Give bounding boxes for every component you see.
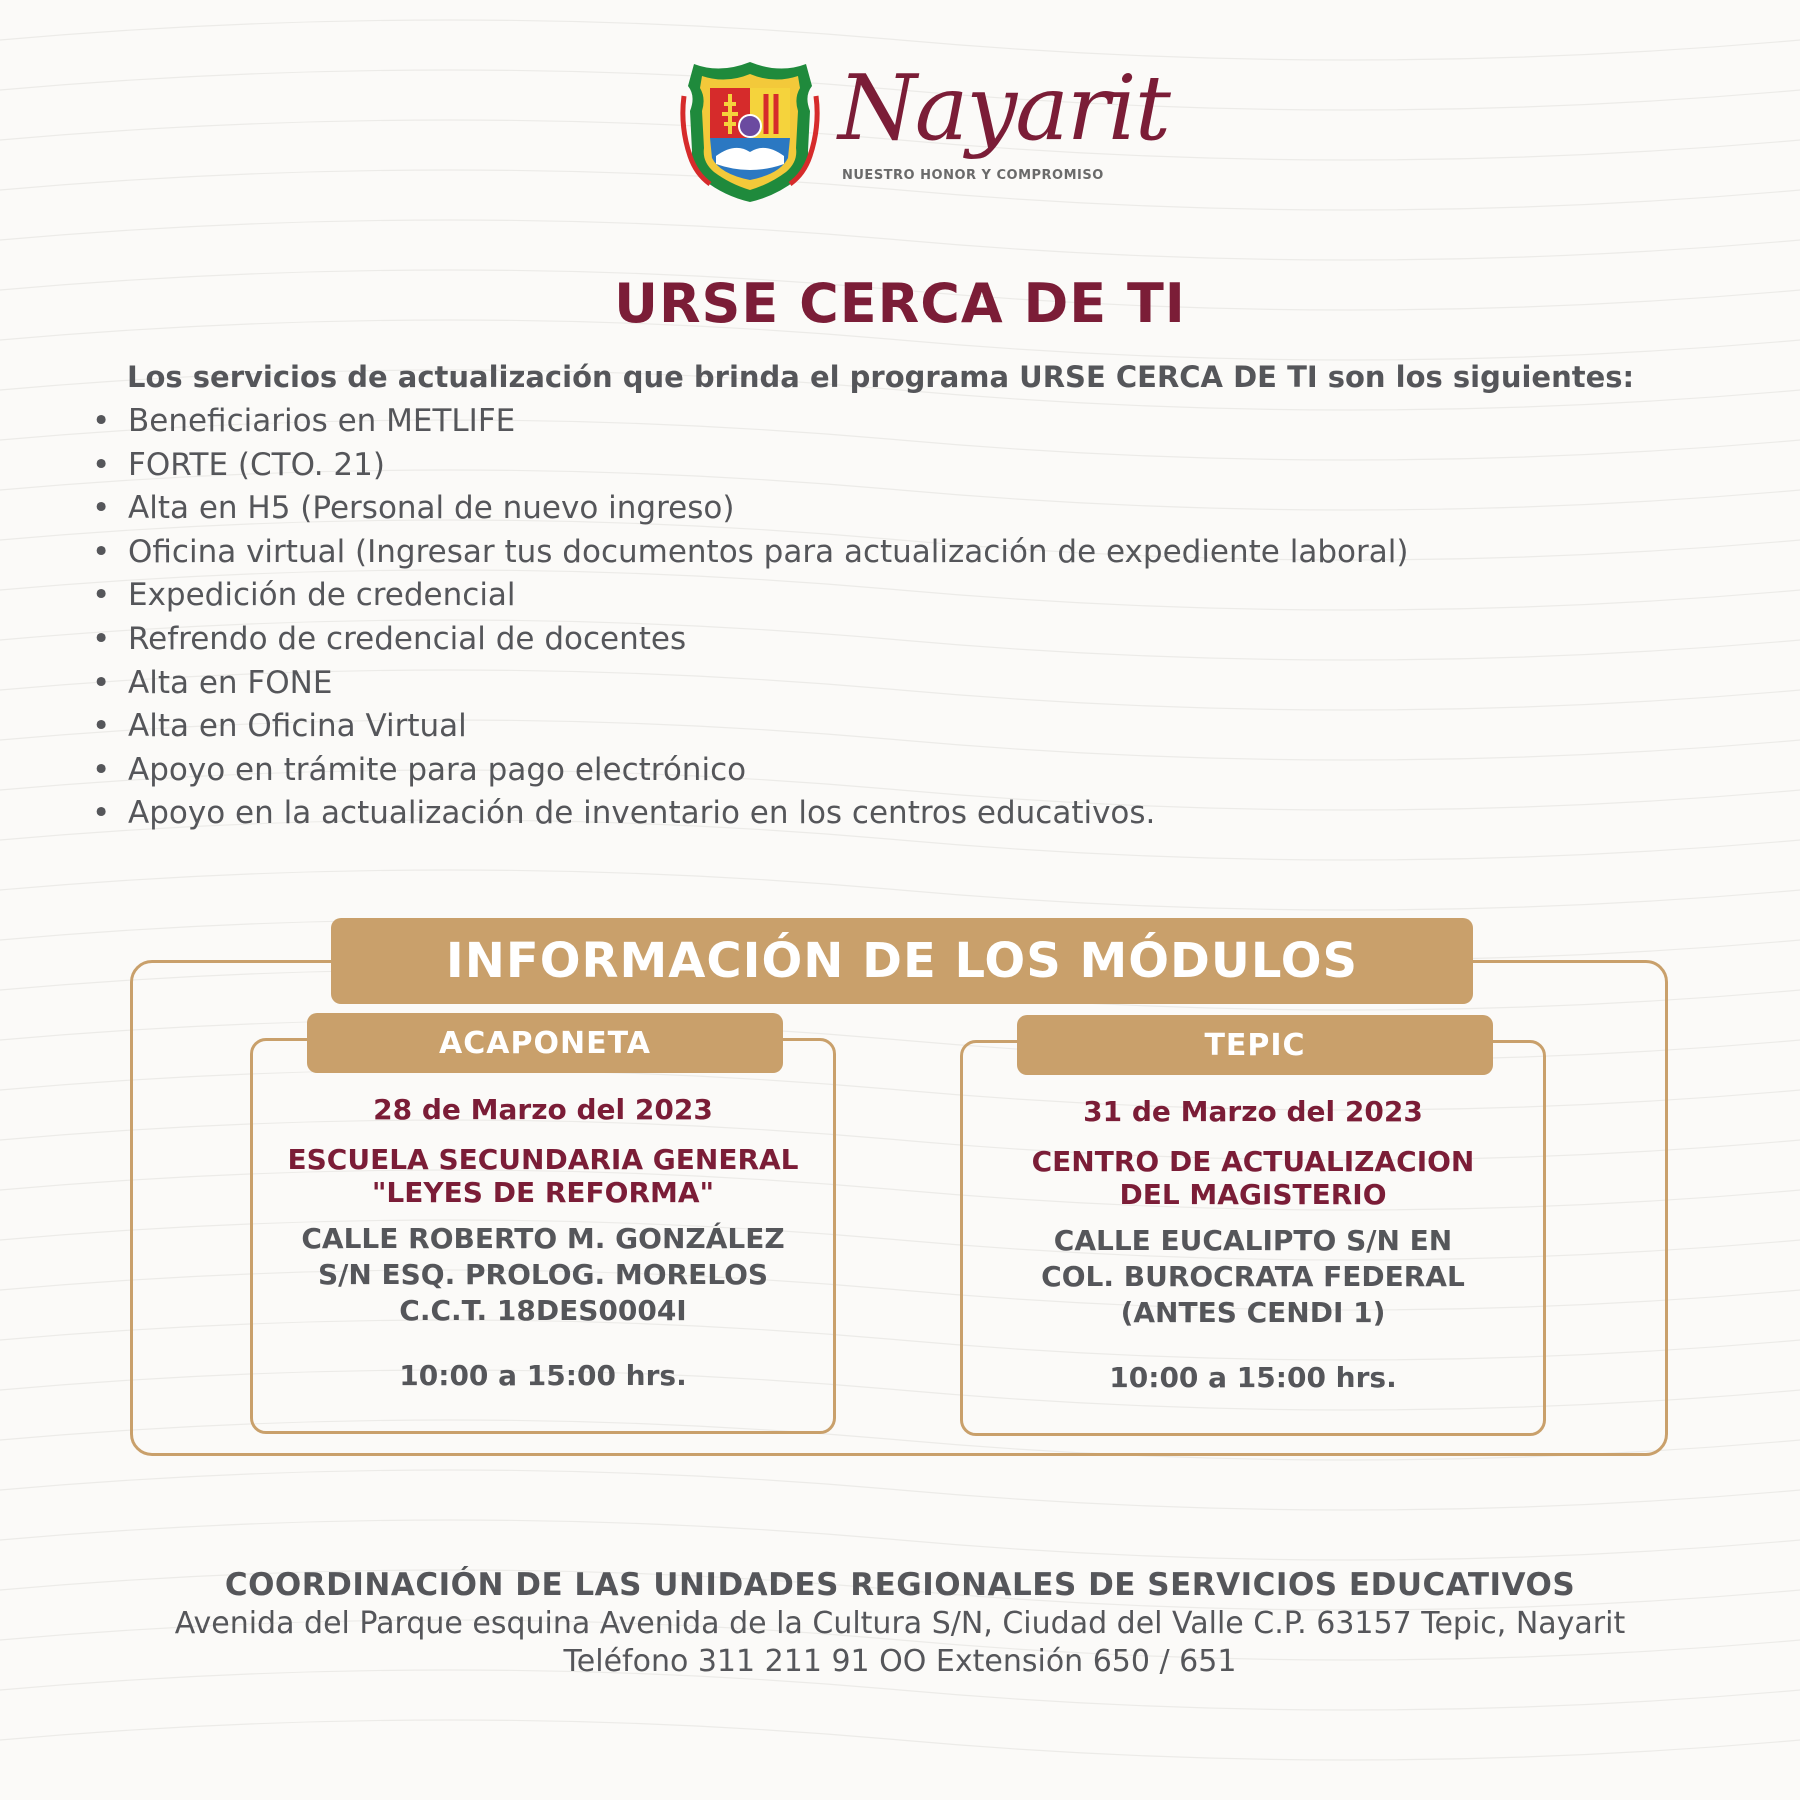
brand-name: Nayarit bbox=[838, 56, 1169, 161]
module-hours: 10:00 a 15:00 hrs. bbox=[399, 1359, 687, 1392]
bullet-icon: • bbox=[92, 795, 111, 832]
state-crest-icon bbox=[680, 56, 820, 206]
address-line: COL. BUROCRATA FEDERAL bbox=[1041, 1260, 1465, 1293]
bullet-icon: • bbox=[92, 577, 111, 614]
services-list bbox=[92, 400, 1408, 836]
footer-organization: COORDINACIÓN DE LAS UNIDADES REGIONALES DE SERVICIOS EDUCATIVOS bbox=[224, 1567, 1576, 1603]
list-item bbox=[92, 531, 1408, 575]
module-address bbox=[963, 1223, 1543, 1331]
module-hours: 10:00 a 15:00 hrs. bbox=[1109, 1361, 1397, 1394]
brand-tagline: NUESTRO HONOR Y COMPROMISO bbox=[842, 168, 1104, 183]
venue-line: DEL MAGISTERIO bbox=[1119, 1178, 1387, 1211]
service-label: Alta en H5 (Personal de nuevo ingreso) bbox=[128, 490, 735, 527]
address-line: (ANTES CENDI 1) bbox=[1120, 1296, 1386, 1329]
bullet-icon: • bbox=[92, 403, 111, 439]
service-label: Oficina virtual (Ingresar tus documentos para actualización de expediente laboral) bbox=[128, 533, 1409, 570]
bullet-icon: • bbox=[92, 708, 111, 745]
footer-phone: Teléfono 311 211 91 OO Extensión 650 / 651 bbox=[563, 1644, 1237, 1679]
list-item bbox=[92, 618, 1408, 662]
module-date: 31 de Marzo del 2023 bbox=[1083, 1095, 1423, 1128]
venue-line: "LEYES DE REFORMA" bbox=[371, 1176, 715, 1209]
list-item bbox=[92, 574, 1408, 618]
module-location-tepic: TEPIC bbox=[1017, 1015, 1493, 1075]
address-line: S/N ESQ. PROLOG. MORELOS bbox=[317, 1258, 769, 1291]
page-title: URSE CERCA DE TI bbox=[614, 272, 1186, 335]
module-address bbox=[253, 1221, 833, 1329]
service-label: Beneficiarios en METLIFE bbox=[128, 403, 516, 439]
list-item bbox=[92, 444, 1408, 488]
service-label: Apoyo en la actualización de inventario en los centros educativos. bbox=[128, 795, 1156, 832]
list-item bbox=[92, 749, 1408, 793]
venue-line: CENTRO DE ACTUALIZACION bbox=[1031, 1145, 1475, 1178]
module-venue bbox=[253, 1143, 833, 1209]
list-item bbox=[92, 792, 1408, 836]
module-date: 28 de Marzo del 2023 bbox=[373, 1093, 713, 1126]
module-card-acaponeta bbox=[250, 1038, 836, 1434]
address-line: CALLE ROBERTO M. GONZÁLEZ bbox=[301, 1222, 785, 1255]
intro-text: Los servicios de actualización que brinda el programa URSE CERCA DE TI son los siguientes: bbox=[127, 360, 1635, 394]
list-item bbox=[92, 705, 1408, 749]
venue-line: ESCUELA SECUNDARIA GENERAL bbox=[287, 1143, 799, 1176]
bullet-icon: • bbox=[92, 446, 111, 483]
service-label: Apoyo en trámite para pago electrónico bbox=[128, 751, 747, 788]
bullet-icon: • bbox=[92, 490, 111, 527]
bullet-icon: • bbox=[92, 533, 111, 570]
module-venue bbox=[963, 1145, 1543, 1211]
list-item bbox=[92, 400, 1408, 444]
bullet-icon: • bbox=[92, 664, 111, 701]
bullet-icon: • bbox=[92, 751, 111, 788]
bullet-icon: • bbox=[92, 620, 111, 657]
modules-heading: INFORMACIÓN DE LOS MÓDULOS bbox=[331, 918, 1473, 1004]
service-label: Alta en FONE bbox=[128, 664, 333, 701]
service-label: FORTE (CTO. 21) bbox=[128, 446, 385, 483]
list-item bbox=[92, 662, 1408, 706]
service-label: Refrendo de credencial de docentes bbox=[128, 620, 687, 657]
module-card-tepic bbox=[960, 1040, 1546, 1436]
service-label: Alta en Oficina Virtual bbox=[128, 708, 467, 745]
service-label: Expedición de credencial bbox=[128, 577, 516, 614]
list-item bbox=[92, 487, 1408, 531]
module-location-acaponeta: ACAPONETA bbox=[307, 1013, 783, 1073]
address-line: C.C.T. 18DES0004I bbox=[399, 1294, 687, 1327]
address-line: CALLE EUCALIPTO S/N EN bbox=[1053, 1224, 1453, 1257]
header-logo bbox=[680, 50, 1169, 210]
footer-address: Avenida del Parque esquina Avenida de la Cultura S/N, Ciudad del Valle C.P. 63157 Tepic, Nayarit bbox=[174, 1606, 1626, 1641]
